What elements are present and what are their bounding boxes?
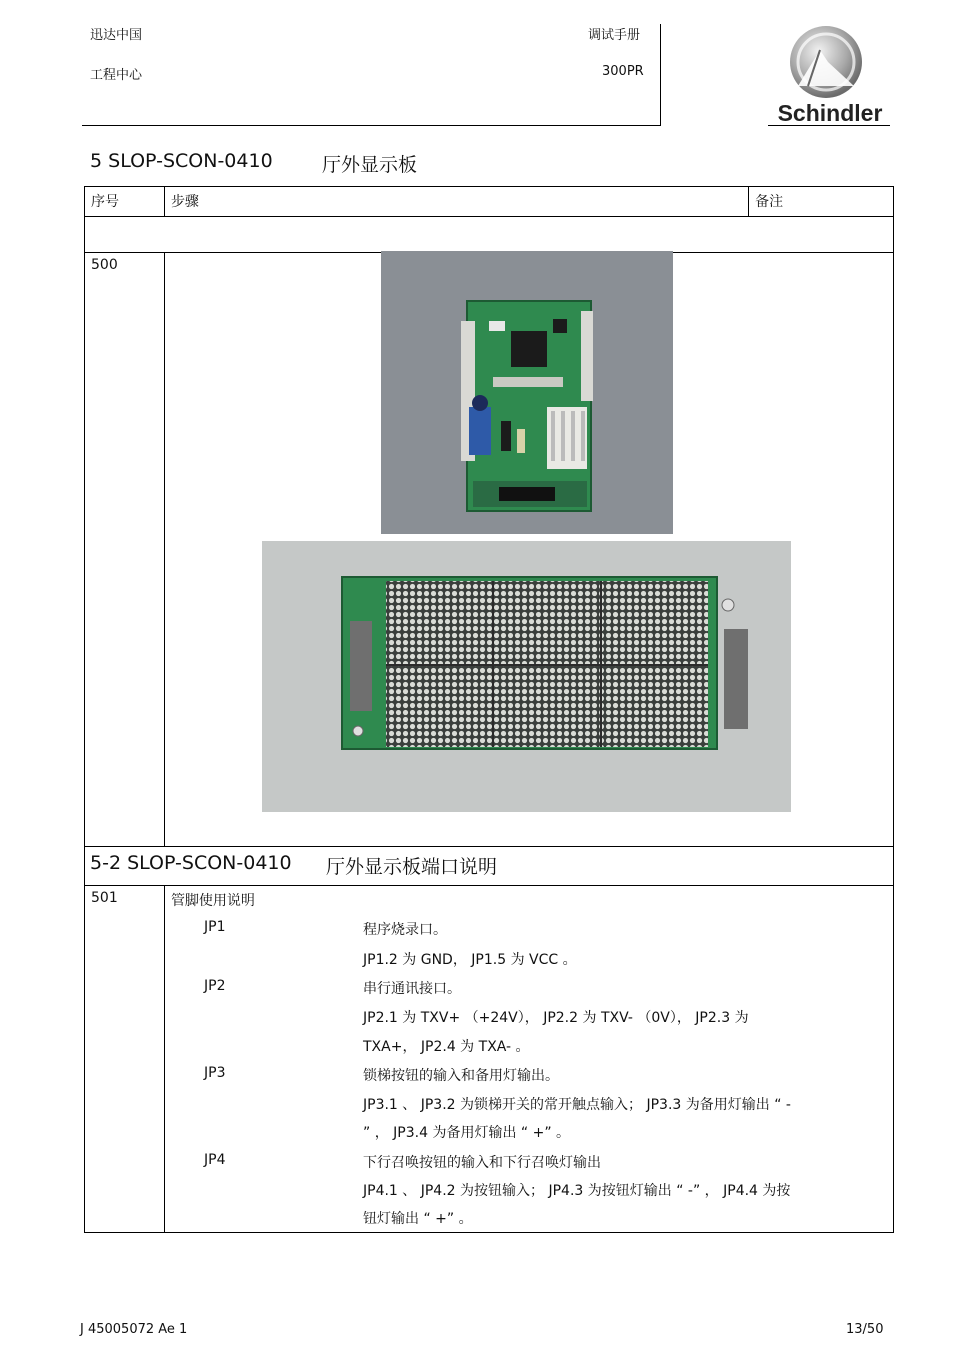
col-note-header: 备注 xyxy=(755,194,784,210)
pin-jp4-name: JP4 xyxy=(204,1152,226,1168)
section2-subtitle: 厅外显示板端口说明 xyxy=(326,856,498,878)
department-name: 工程中心 xyxy=(90,68,143,83)
schindler-logo xyxy=(768,24,892,128)
pin-jp2-line1: 串行通讯接口。 xyxy=(363,981,461,997)
pin-jp1-line1: 程序烧录口。 xyxy=(363,922,447,938)
pin-jp4-line1: 下行召唤按钮的输入和下行召唤灯输出 xyxy=(363,1155,601,1171)
pins-heading: 管脚使用说明 xyxy=(170,893,255,909)
footer-doc-id: J 45005072 Ae 1 xyxy=(80,1322,188,1337)
pin-jp3-line2: JP3.1 、 JP3.2 为锁梯开关的常开触点输入； JP3.3 为备用灯输出 “ - xyxy=(363,1097,791,1113)
led-display-photo xyxy=(262,541,791,812)
pin-jp3-name: JP3 xyxy=(204,1065,226,1081)
pin-jp4-line2: JP4.1 、 JP4.2 为按钮输入； JP4.3 为按钮灯输出 “ -” ， JP4.4 为按 xyxy=(363,1183,791,1199)
col-number-header: 序号 xyxy=(91,194,119,210)
pin-jp2-line3: TXA+， JP2.4 为 TXA- 。 xyxy=(363,1039,530,1055)
section2-title: 5-2 SLOP-SCON-0410 xyxy=(90,852,292,874)
pin-jp2-line2: JP2.1 为 TXV+ （+24V）， JP2.2 为 TXV- （0V）， JP2.3 为 xyxy=(363,1010,749,1026)
led-display-illustration xyxy=(262,541,791,812)
header-rule xyxy=(82,125,660,126)
table-header-row xyxy=(85,187,894,217)
pin-jp1-line2: JP1.2 为 GND， JP1.5 为 VCC 。 xyxy=(363,952,577,968)
pin-jp3-line3: ” ， JP3.4 为备用灯输出 “ +” 。 xyxy=(363,1125,571,1141)
table-spacer-row xyxy=(85,217,894,253)
model-number: 300PR xyxy=(602,64,644,79)
row-number: 500 xyxy=(91,257,118,273)
controller-board-photo xyxy=(381,251,673,534)
pin-jp3-line1: 锁梯按钮的输入和备用灯输出。 xyxy=(363,1068,559,1084)
pin-jp4-line3: 钮灯输出 “ +” 。 xyxy=(363,1211,473,1227)
header-divider xyxy=(660,24,661,126)
company-name: 迅达中国 xyxy=(90,28,143,43)
pin-jp1-name: JP1 xyxy=(204,919,226,935)
controller-board-illustration xyxy=(381,251,673,534)
footer-page-number: 13/50 xyxy=(846,1322,884,1337)
section1-title: 5 SLOP-SCON-0410 xyxy=(90,150,273,172)
brand-name: Schindler xyxy=(777,100,883,126)
pin-jp2-name: JP2 xyxy=(204,978,226,994)
section1-subtitle: 厅外显示板 xyxy=(322,154,418,176)
row-number: 501 xyxy=(91,890,118,906)
doc-type: 调试手册 xyxy=(588,28,641,43)
col-step-header: 步骤 xyxy=(170,194,199,210)
